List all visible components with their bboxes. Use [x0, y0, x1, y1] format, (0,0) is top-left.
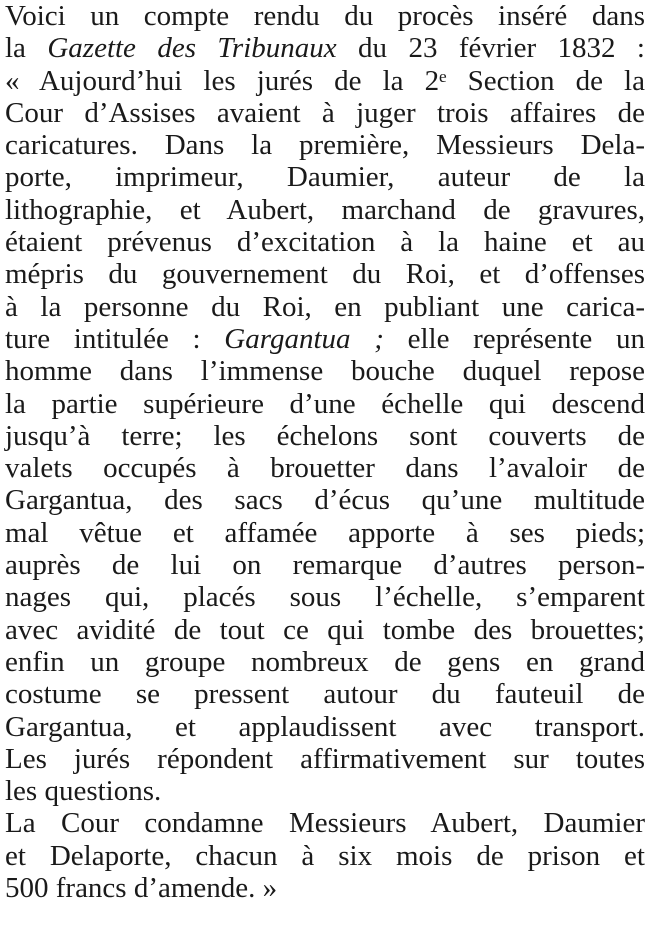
text-line: [5, 452, 645, 484]
document-page: [5, 0, 645, 904]
text-line: [5, 840, 645, 872]
italic-title: Gazette des Tribunaux: [47, 32, 337, 65]
text-segment: mépris du gouvernement du Roi, et d’offenses: [5, 258, 645, 291]
text-line: [5, 161, 645, 193]
paragraph-trial-report: [5, 0, 645, 807]
text-segment: Les jurés répondent affirmativement sur toutes: [5, 742, 645, 775]
text-line: [5, 743, 645, 775]
text-segment: étaient prévenus d’excitation à la haine et au: [5, 226, 645, 259]
text-line: [5, 258, 645, 290]
text-segment: mal vêtue et affamée apporte à ses pieds;: [5, 516, 645, 549]
text-segment: lithographie, et Aubert, marchand de gravures,: [5, 193, 645, 226]
text-segment: La Cour condamne Messieurs Aubert, Daumier: [5, 807, 645, 840]
text-line: [5, 291, 645, 323]
text-line: [5, 226, 645, 258]
text-line: [5, 388, 645, 420]
text-segment: valets occupés à brouetter dans l’avaloir de: [5, 452, 645, 485]
text-line: [5, 872, 645, 904]
text-segment: caricatures. Dans la première, Messieurs Dela-: [5, 129, 645, 162]
text-line: [5, 129, 645, 161]
text-line: [5, 807, 645, 839]
text-segment: « Aujourd’hui les jurés de la 2ᵉ Section de la: [5, 64, 645, 97]
text-line: [5, 323, 645, 355]
text-segment: nages qui, placés sous l’échelle, s’emparent: [5, 581, 645, 614]
text-line: [5, 646, 645, 678]
text-segment: à la personne du Roi, en publiant une carica-: [5, 290, 645, 323]
text-line: [5, 194, 645, 226]
text-line: [5, 97, 645, 129]
text-segment: 500 francs d’amende. »: [5, 872, 278, 905]
text-line: [5, 32, 645, 64]
text-segment: les questions.: [5, 775, 162, 808]
text-segment: la partie supérieure d’une échelle qui descend: [5, 387, 645, 420]
text-segment: elle représente un: [383, 322, 645, 355]
text-segment: Cour d’Assises avaient à juger trois affaires de: [5, 96, 645, 129]
text-line: [5, 420, 645, 452]
text-line: [5, 484, 645, 516]
italic-title: Gargantua ;: [224, 322, 384, 355]
text-segment: du 23 février 1832 :: [336, 32, 645, 65]
text-line: [5, 355, 645, 387]
text-segment: jusqu’à terre; les échelons sont couverts de: [5, 419, 645, 452]
text-segment: enfin un groupe nombreux de gens en grand: [5, 645, 645, 678]
text-line: [5, 711, 645, 743]
text-line: [5, 581, 645, 613]
text-segment: Gargantua, des sacs d’écus qu’une multitude: [5, 484, 645, 517]
text-line: [5, 65, 645, 97]
text-segment: homme dans l’immense bouche duquel repose: [5, 355, 645, 388]
text-segment: costume se pressent autour du fauteuil de: [5, 678, 645, 711]
paragraph-sentence: [5, 807, 645, 904]
text-line: [5, 775, 645, 807]
text-line: [5, 549, 645, 581]
text-line: [5, 614, 645, 646]
text-segment: avec avidité de tout ce qui tombe des brouettes;: [5, 613, 645, 646]
text-segment: Voici un compte rendu du procès inséré dans: [5, 0, 645, 32]
text-segment: ture intitulée :: [5, 322, 225, 355]
text-line: [5, 0, 645, 32]
text-segment: Gargantua, et applaudissent avec transport.: [5, 710, 645, 743]
text-segment: auprès de lui on remarque d’autres person-: [5, 549, 645, 582]
text-segment: la: [5, 32, 48, 65]
text-segment: et Delaporte, chacun à six mois de prison et: [5, 839, 645, 872]
text-segment: porte, imprimeur, Daumier, auteur de la: [5, 161, 645, 194]
text-line: [5, 678, 645, 710]
text-line: [5, 517, 645, 549]
